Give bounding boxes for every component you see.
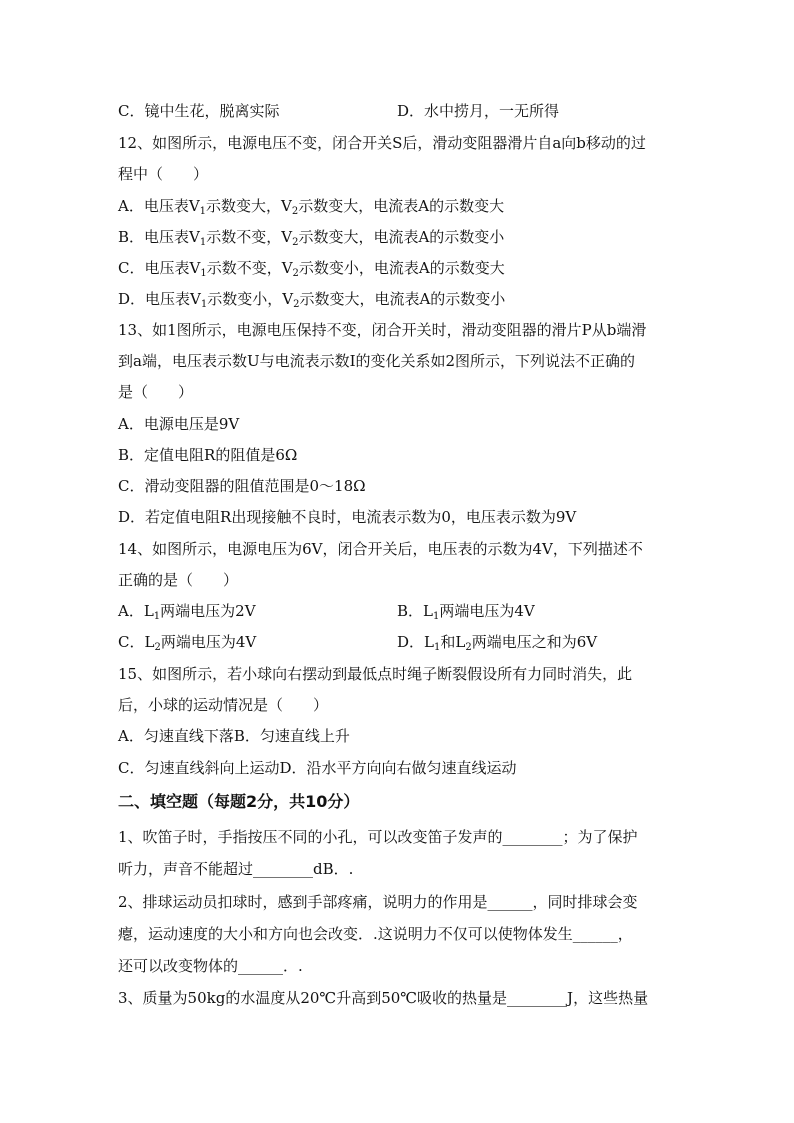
q14-stem-line-2: 正确的是（ ） [118, 571, 239, 589]
option-text: 两端电压为4V [439, 602, 535, 620]
option-text: C．电压表V [118, 259, 201, 277]
option-text: A．电压表V [118, 197, 200, 215]
q13-stem-line-1: 13、如1图所示，电源电压保持不变，闭合开关时，滑动变阻器的滑片P从b端滑 [118, 321, 647, 339]
fill-1-line-2: 听力，声音不能超过________dB．. [118, 860, 354, 878]
q12-stem-line-2: 程中（ ） [118, 165, 209, 183]
q11-option-d: D．水中捞月，一无所得 [397, 102, 560, 120]
q13-option-b: B．定值电阻R的阻值是6Ω [118, 446, 298, 464]
fill-2-line-2: 瘪，运动速度的大小和方向也会改变．.这说明力不仅可以使物体发生______， [118, 925, 633, 943]
q14-option-a [118, 601, 256, 621]
subscript: 1 [199, 237, 207, 248]
option-text: D．电压表V [118, 290, 201, 308]
q13-option-a: A．电源电压是9V [118, 415, 240, 433]
option-text: 两端电压为2V [160, 602, 256, 620]
q15-stem-line-1: 15、如图所示，若小球向右摆动到最低点时绳子断裂假设所有力同时消失，此 [118, 665, 633, 683]
fill-2-line-3: 还可以改变物体的______．. [118, 957, 303, 975]
q14-option-d [397, 632, 597, 652]
section-heading: 二、填空题（每题2分，共10分） [118, 792, 360, 811]
fill-3-line-1: 3、质量为50kg的水温度从20℃升高到50℃吸收的热量是________J，这些热量 [118, 989, 649, 1007]
fill-2-line-1: 2、排球运动员扣球时，感到手部疼痛，说明力的作用是______，同时排球会变 [118, 893, 638, 911]
q11-option-c: C．镜中生花，脱离实际 [118, 102, 280, 120]
option-text: 示数变大，V [206, 197, 292, 215]
q15-options-cd: C．匀速直线斜向上运动D．沿水平方向向右做匀速直线运动 [118, 759, 517, 777]
subscript: 1 [199, 206, 207, 217]
q12-option-c [118, 258, 505, 278]
subscript: 2 [292, 268, 299, 279]
subscript: 2 [291, 206, 299, 217]
subscript: 1 [432, 611, 440, 622]
option-text: B．电压表V [118, 228, 200, 246]
option-text: 示数变小，电流表A的示数变大 [298, 259, 505, 277]
subscript: 2 [465, 642, 472, 653]
option-text: C．L [118, 633, 155, 651]
subscript: 1 [200, 299, 208, 310]
subscript: 2 [154, 642, 161, 653]
option-text: 两端电压之和为6V [471, 633, 598, 651]
q13-option-d: D．若定值电阻R出现接触不良时，电流表示数为0，电压表示数为9V [118, 508, 577, 526]
q15-options-ab: A．匀速直线下落B．匀速直线上升 [118, 727, 350, 745]
q15-stem-line-2: 后，小球的运动情况是（ ） [118, 696, 329, 714]
q13-stem-line-3: 是（ ） [118, 383, 194, 401]
q14-stem-line-1: 14、如图所示，电源电压为6V，闭合开关后，电压表的示数为4V，下列描述不 [118, 540, 643, 558]
option-text: 两端电压为4V [160, 633, 257, 651]
subscript: 2 [293, 299, 300, 310]
option-text: 示数变大，电流表A的示数变小 [299, 290, 506, 308]
q13-option-c: C．滑动变阻器的阻值范围是0～18Ω [118, 477, 366, 495]
option-text: D．L [397, 633, 434, 651]
option-text: 示数不变，V [206, 259, 293, 277]
q14-option-c [118, 632, 256, 652]
subscript: 1 [200, 268, 207, 279]
option-text: 示数变大，电流表A的示数变大 [298, 197, 505, 215]
subscript: 1 [153, 611, 161, 622]
q13-stem-line-2: 到a端，电压表示数U与电流表示数I的变化关系如2图所示，下列说法不正确的 [118, 352, 636, 370]
option-text: A．L [118, 602, 154, 620]
q12-option-a [118, 196, 504, 216]
option-text: B．L [397, 602, 433, 620]
subscript: 1 [434, 642, 441, 653]
q12-stem-line-1: 12、如图所示，电源电压不变，闭合开关S后，滑动变阻器滑片自a向b移动的过 [118, 134, 646, 152]
q14-option-b [397, 601, 535, 621]
option-text: 和L [440, 633, 466, 651]
option-text: 示数变小，V [207, 290, 294, 308]
subscript: 2 [292, 237, 299, 248]
fill-1-line-1: 1、吹笛子时，手指按压不同的小孔，可以改变笛子发声的________；为了保护 [118, 828, 638, 846]
q12-option-d [118, 289, 505, 309]
q12-option-b [118, 227, 504, 247]
option-text: 示数变大，电流表A的示数变小 [298, 228, 505, 246]
option-text: 示数不变，V [206, 228, 293, 246]
